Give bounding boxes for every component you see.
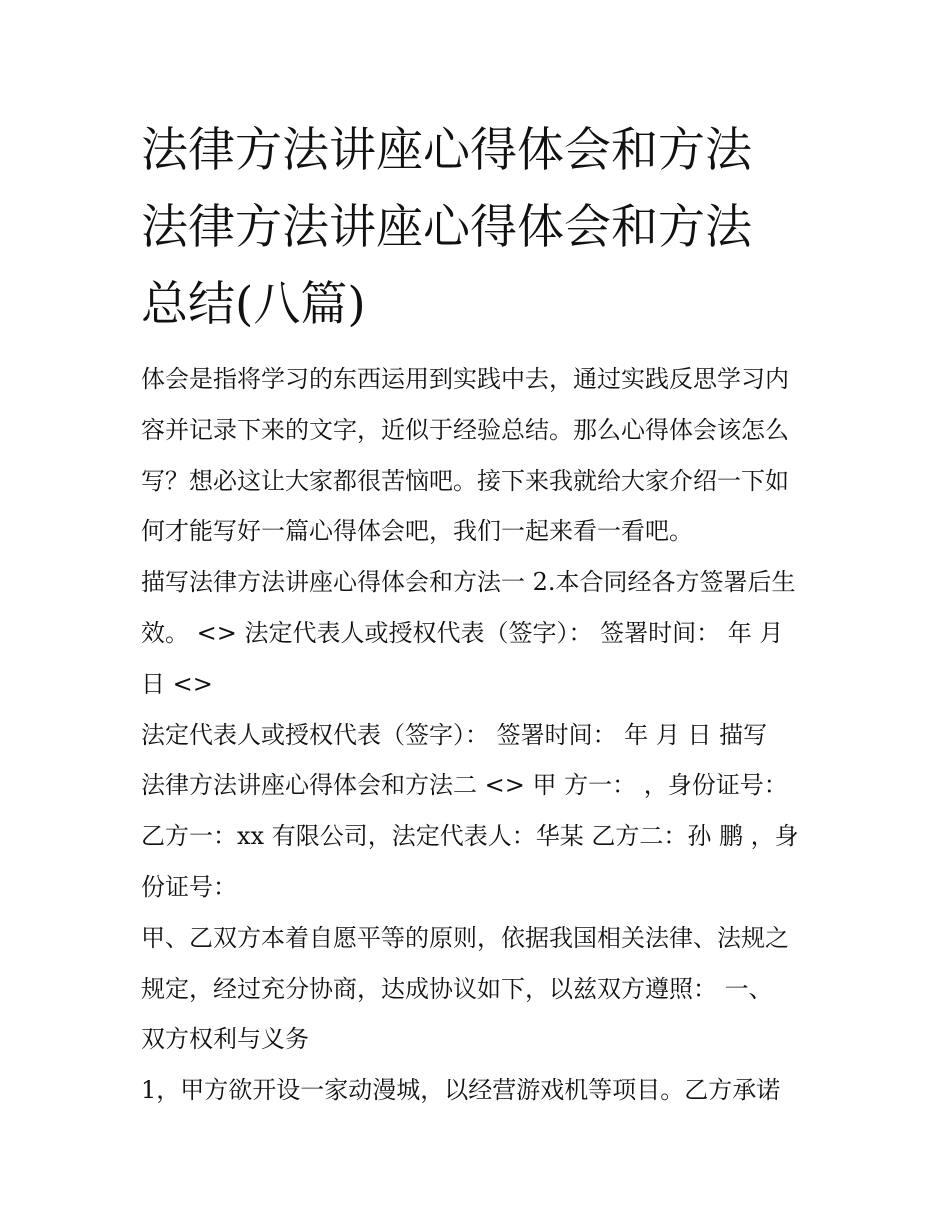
text-line: 日 <> — [141, 669, 213, 698]
text-line: 效。 <> 法定代表人或授权代表（签字）： 签署时间： 年 月 — [141, 618, 784, 647]
title-line: 总结(八篇) — [141, 277, 366, 332]
text-line: 容并记录下来的文字，近似于经验总结。那么心得体会该怎么 — [141, 415, 789, 444]
text-line: 甲、乙双方本着自愿平等的原则，依据我国相关法律、法规之 — [141, 923, 789, 952]
text-line: 份证号： — [141, 872, 237, 901]
document-title — [141, 112, 821, 343]
text-line: 法定代表人或授权代表（签字）： 签署时间： 年 月 日 描写 — [141, 720, 768, 749]
text-line: 体会是指将学习的东西运用到实践中去，通过实践反思学习内 — [141, 365, 789, 393]
text-line: 何才能写好一篇心得体会吧，我们一起来看一看吧。 — [141, 517, 693, 546]
document-body — [141, 354, 821, 1116]
paragraph-agreement — [141, 913, 821, 1065]
text-line: 写？想必这让大家都很苦恼吧。接下来我就给大家介绍一下如 — [141, 466, 789, 495]
title-line: 法律方法讲座心得体会和方法 — [141, 200, 752, 255]
title-line: 法律方法讲座心得体会和方法 — [141, 123, 752, 178]
text-line: 双方权利与义务 — [141, 1025, 309, 1054]
text-line: 描写法律方法讲座心得体会和方法一 2.本合同经各方签署后生 — [141, 568, 796, 597]
text-line: 乙方一：xx 有限公司，法定代表人：华某 乙方二：孙 鹏 ，身 — [141, 822, 799, 851]
text-line: 法律方法讲座心得体会和方法二 <> 甲 方一： ，身份证号： — [141, 771, 788, 800]
paragraph-article-two — [141, 710, 821, 913]
paragraph-intro — [141, 354, 821, 557]
paragraph-clause-one — [141, 1065, 821, 1116]
text-line: 规定，经过充分协商，达成协议如下，以兹双方遵照： 一、 — [141, 974, 773, 1003]
text-line: 1，甲方欲开设一家动漫城，以经营游戏机等项目。乙方承诺 — [141, 1076, 781, 1105]
paragraph-article-one — [141, 557, 821, 709]
